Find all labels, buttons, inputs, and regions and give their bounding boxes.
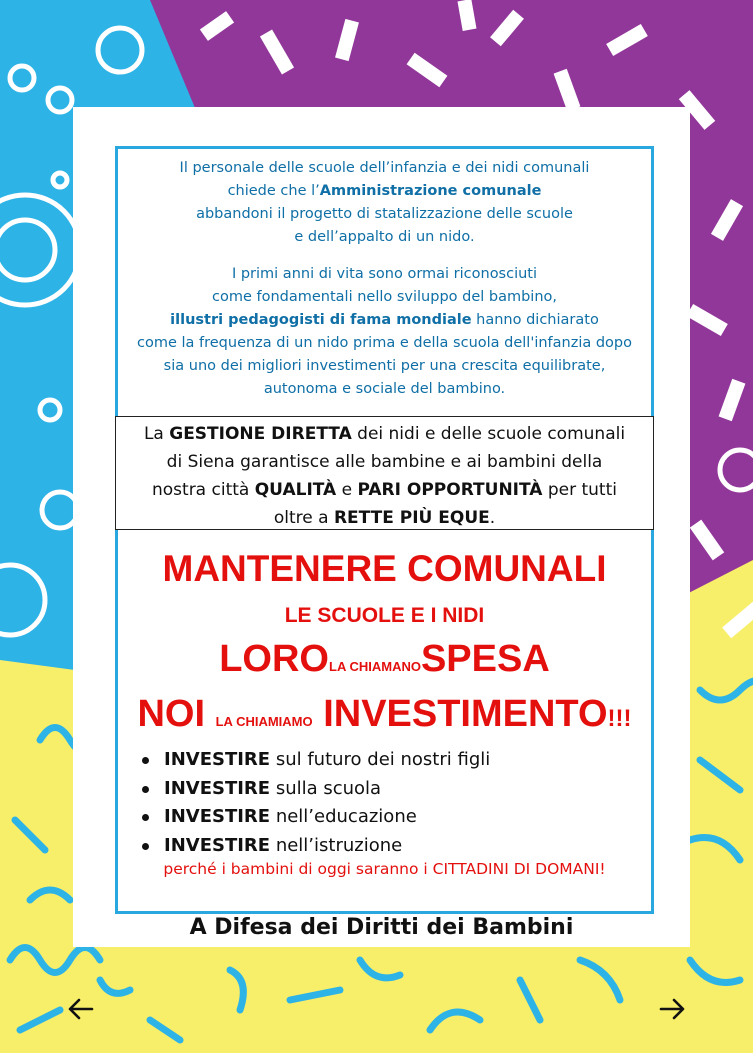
closing-line: perché i bambini di oggi saranno i CITTADINI DI DOMANI! (163, 860, 606, 878)
direct-management-box (115, 416, 654, 530)
headline-line-2: LE SCUOLE E I NIDI (284, 604, 485, 627)
box-text: e (336, 480, 358, 500)
intro-p1-bold: Amministrazione comunale (319, 183, 542, 199)
box-text: per tutti (542, 480, 617, 500)
headline-loro: LORO (219, 638, 329, 680)
headline-line-1: MANTENERE COMUNALI (162, 548, 607, 589)
headline-noi: NOI (137, 693, 206, 735)
list-item (140, 775, 490, 804)
box-text: nostra città (152, 480, 255, 500)
list-item-text: nell’istruzione (270, 834, 403, 856)
box-bold-pari: PARI OPPORTUNITÀ (357, 480, 543, 500)
investire-list (140, 746, 490, 860)
intro-p2-line1: I primi anni di vita sono ormai riconosciuti (231, 266, 538, 282)
box-text: di Siena garantisce alle bambine e ai bambini della (166, 452, 603, 472)
footer-title: A Difesa dei Diritti dei Bambini (189, 915, 574, 940)
intro-p1-line3: abbandoni il progetto di statalizzazione delle scuole (196, 206, 573, 222)
intro-p1-line4: e dell’appalto di un nido. (294, 229, 475, 245)
list-item-text: sul futuro dei nostri figli (270, 749, 491, 770)
headline-line-4 (115, 693, 654, 736)
headline-exclamation: !!! (607, 705, 632, 732)
box-text: La (143, 424, 170, 444)
box-text: oltre a (273, 508, 334, 528)
intro-paragraph-1 (118, 157, 651, 249)
intro-p2-line2: come fondamentali nello sviluppo del bambino, (211, 289, 558, 305)
next-page-button[interactable] (655, 992, 689, 1026)
list-item-bold: INVESTIRE (164, 834, 271, 856)
previous-page-button[interactable] (64, 992, 98, 1026)
list-item-bold: INVESTIRE (164, 806, 271, 827)
headline-line-3 (115, 638, 654, 681)
intro-p1-line1: Il personale delle scuole dell’infanzia e dei nidi comunali (179, 160, 590, 176)
box-text: dei nidi e delle scuole comunali (351, 424, 626, 444)
intro-paragraph-2 (118, 263, 651, 401)
box-bold-gestione: GESTIONE DIRETTA (169, 424, 352, 444)
intro-p2-bold: illustri pedagogisti di fama mondiale (170, 312, 472, 328)
intro-p2-line4: come la frequenza di un nido prima e della scuola dell'infanzia dopo (136, 335, 633, 351)
headline-spesa: SPESA (420, 638, 550, 680)
intro-p2-line5: sia uno dei migliori investimenti per una crescita equilibrate, (163, 358, 606, 374)
list-item-bold: INVESTIRE (164, 749, 271, 770)
intro-p2-line6: autonoma e sociale del bambino. (263, 381, 506, 397)
list-item-text: sulla scuola (270, 777, 382, 799)
box-text: . (489, 508, 496, 528)
list-item-text: nell’educazione (270, 806, 417, 827)
intro-p1-line2: chiede che l’ (227, 183, 320, 199)
arrow-right-icon (655, 992, 689, 1026)
list-item (140, 803, 490, 832)
box-bold-qualita: QUALITÀ (254, 480, 337, 500)
list-item (140, 832, 490, 861)
list-item-bold: INVESTIRE (164, 777, 271, 799)
headline-la-chiamano: LA CHIAMANO (329, 659, 421, 674)
intro-p2-line3: hanno dichiarato (471, 312, 599, 328)
list-item (140, 746, 490, 775)
headline-investimento: INVESTIMENTO (323, 693, 608, 735)
headline-la-chiamiamo: LA CHIAMIAMO (215, 714, 313, 729)
box-bold-rette: RETTE PIÙ EQUE (333, 508, 490, 528)
arrow-left-icon (64, 992, 98, 1026)
